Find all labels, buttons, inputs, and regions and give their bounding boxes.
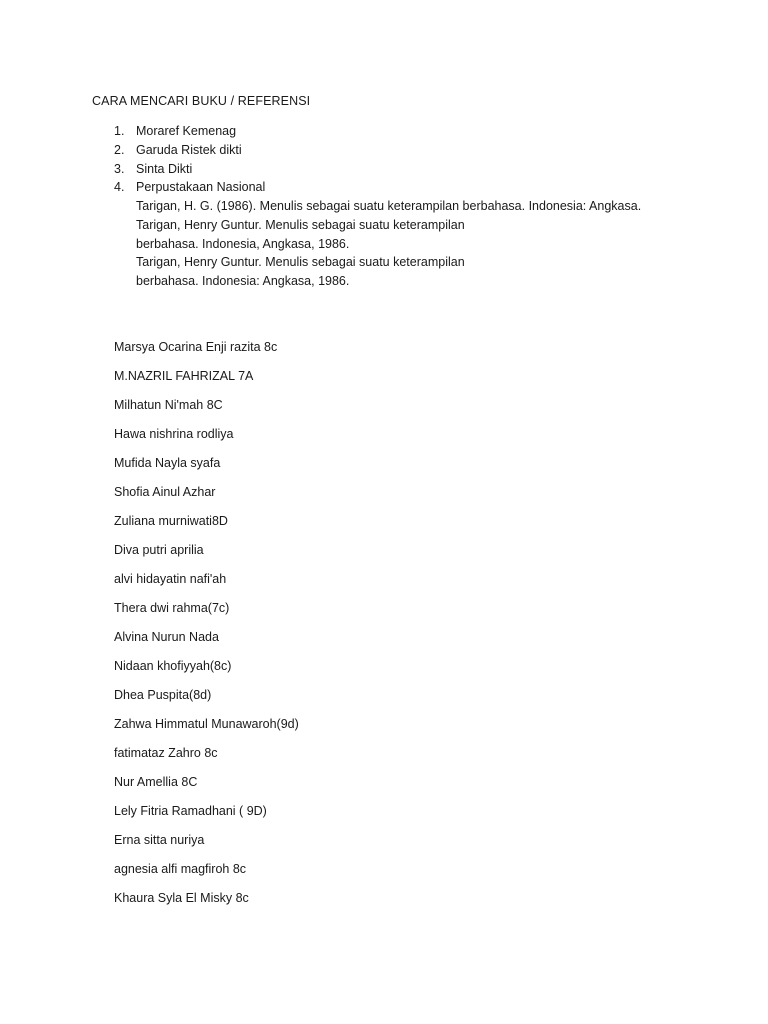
list-item-number: 1. — [114, 124, 125, 138]
name-entry: Thera dwi rahma(7c) — [114, 601, 230, 615]
name-entry: Lely Fitria Ramadhani ( 9D) — [114, 804, 267, 818]
name-entry: Mufida Nayla syafa — [114, 456, 221, 470]
document-title: CARA MENCARI BUKU / REFERENSI — [92, 94, 311, 108]
name-entry: Zahwa Himmatul Munawaroh(9d) — [114, 717, 299, 731]
name-entry: Alvina Nurun Nada — [114, 630, 219, 644]
list-item — [114, 160, 265, 179]
citation-line: berbahasa. Indonesia, Angkasa, 1986. — [136, 236, 350, 251]
name-entry: Nidaan khofiyyah(8c) — [114, 659, 232, 673]
list-item-number: 2. — [114, 142, 125, 157]
name-entry: Dhea Puspita(8d) — [114, 688, 212, 702]
name-entry: Milhatun Ni'mah 8C — [114, 398, 223, 412]
name-entry: Shofia Ainul Azhar — [114, 485, 216, 499]
citation-line: berbahasa. Indonesia: Angkasa, 1986. — [136, 274, 350, 289]
name-entry: Erna sitta nuriya — [114, 833, 205, 847]
list-item — [114, 178, 265, 197]
name-list — [114, 338, 299, 918]
citation-line: Tarigan, Henry Guntur. Menulis sebagai suatu keterampilan — [136, 255, 465, 270]
name-entry: alvi hidayatin nafi'ah — [114, 572, 227, 586]
name-entry: Nur Amellia 8C — [114, 775, 198, 789]
list-item-number: 3. — [114, 161, 125, 176]
list-item-label: Moraref Kemenag — [136, 124, 237, 138]
name-entry: fatimataz Zahro 8c — [114, 746, 218, 760]
list-item — [114, 141, 265, 160]
list-item-label: Perpustakaan Nasional — [136, 180, 266, 195]
name-entry: agnesia alfi magfiroh 8c — [114, 862, 247, 876]
citation-line: Tarigan, Henry Guntur. Menulis sebagai suatu keterampilan — [136, 217, 465, 232]
name-entry: Hawa nishrina rodliya — [114, 427, 234, 441]
name-entry: Khaura Syla El Misky 8c — [114, 891, 249, 905]
citation-block — [136, 197, 641, 291]
name-entry: Zuliana murniwati8D — [114, 514, 228, 528]
list-item-label: Sinta Dikti — [136, 161, 193, 176]
source-list — [114, 122, 265, 197]
citation-line: Tarigan, H. G. (1986). Menulis sebagai suatu keterampilan berbahasa. Indonesia: Angkasa. — [136, 199, 642, 213]
list-item-number: 4. — [114, 180, 125, 195]
name-entry: M.NAZRIL FAHRIZAL 7A — [114, 369, 254, 383]
list-item — [114, 122, 265, 141]
name-entry: Diva putri aprilia — [114, 543, 204, 557]
list-item-label: Garuda Ristek dikti — [136, 142, 242, 157]
name-entry: Marsya Ocarina Enji razita 8c — [114, 340, 278, 354]
